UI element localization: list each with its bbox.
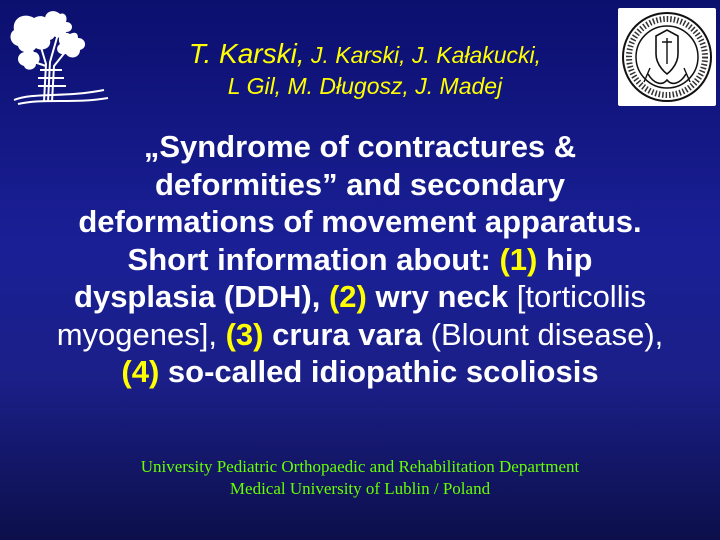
author-line-1	[120, 38, 610, 71]
title-line-3: deformations of movement apparatus.	[78, 204, 642, 239]
title-text: so-called idiopathic scoliosis	[159, 354, 599, 389]
title-text-regular: myogenes],	[56, 316, 226, 352]
item-number-4: (4)	[121, 354, 160, 389]
author-line-2: L Gil, M. Długosz, J. Madej	[227, 73, 503, 99]
title-line-7	[4, 353, 716, 391]
item-number-3: (3)	[225, 316, 264, 352]
presentation-title	[4, 128, 716, 391]
title-text: Short information about:	[127, 241, 500, 277]
title-text-regular: (Blount disease),	[422, 316, 664, 352]
co-authors-1: J. Karski, J. Kałakucki,	[304, 42, 542, 68]
author-list	[120, 38, 610, 102]
title-text: dysplasia (DDH),	[74, 279, 329, 314]
title-line-4	[4, 241, 716, 279]
title-text: crura vara	[263, 316, 423, 352]
item-number-1: (1)	[499, 241, 538, 277]
lead-author: T. Karski,	[188, 38, 305, 69]
title-text: wry neck	[366, 279, 517, 314]
title-line-6	[4, 316, 716, 354]
affiliation	[0, 456, 720, 500]
title-line-2: deformities” and secondary	[154, 166, 565, 202]
item-number-2: (2)	[328, 279, 367, 314]
title-text-regular: [torticollis	[516, 279, 646, 314]
title-line-5	[4, 278, 716, 316]
affiliation-university: Medical University of Lublin / Poland	[229, 479, 491, 498]
title-text: hip	[537, 241, 593, 277]
university-seal-icon	[618, 8, 716, 106]
tree-logo-icon	[4, 4, 112, 108]
title-line-1: „Syndrome of contractures &	[143, 129, 577, 164]
affiliation-department: University Pediatric Orthopaedic and Rehabilitation Department	[140, 457, 580, 476]
